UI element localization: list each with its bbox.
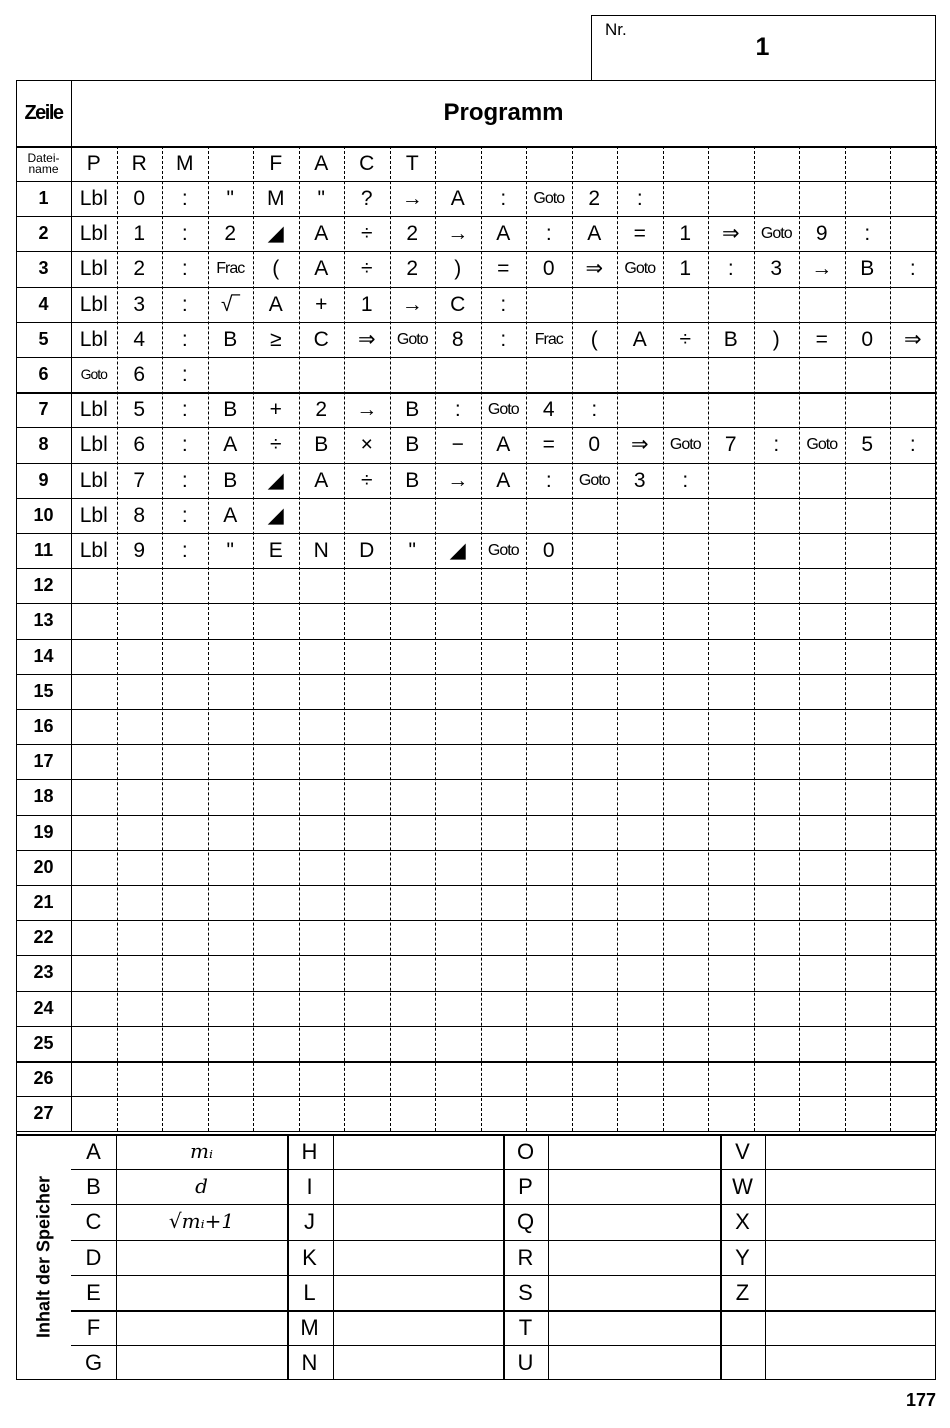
row-number: 22 [33, 927, 54, 948]
program-token: = [633, 222, 646, 246]
program-token: A [587, 222, 602, 246]
program-token: → [356, 398, 378, 422]
memory-letter: U [517, 1350, 534, 1376]
memory-letter: R [517, 1244, 534, 1270]
grid-line [799, 146, 800, 1131]
program-token: − [451, 433, 464, 457]
zeile-header: Zeile [24, 102, 63, 124]
program-token: A [450, 187, 465, 210]
row-number: 20 [33, 856, 54, 877]
grid-line [16, 1061, 936, 1063]
grid-line [572, 146, 573, 1131]
memory-letter: B [86, 1174, 101, 1200]
program-token: " [226, 187, 234, 210]
row-number: 19 [33, 821, 54, 842]
program-token: ÷ [269, 433, 282, 457]
program-token: 5 [861, 433, 874, 457]
grid-line [663, 146, 664, 1131]
grid-line [16, 568, 936, 569]
filename-char: M [176, 152, 194, 175]
program-token: : [181, 327, 188, 351]
grid-line [890, 146, 891, 1131]
memory-value: mᵢ [190, 1139, 213, 1163]
program-token: ) [772, 327, 780, 351]
grid-line [16, 955, 936, 956]
grid-line [936, 146, 937, 1131]
program-token: Lbl [79, 539, 108, 562]
program-token: : [636, 187, 643, 210]
program-token: → [447, 468, 469, 492]
program-token: A [314, 222, 329, 246]
memory-letter: H [301, 1139, 318, 1164]
program-token: Goto [80, 366, 107, 382]
memory-letter: P [518, 1174, 533, 1200]
program-token: ◢ [267, 468, 284, 492]
grid-line [16, 1096, 936, 1097]
nr-value: 1 [755, 33, 770, 61]
program-token: ÷ [360, 468, 373, 492]
program-token: 8 [451, 327, 464, 351]
program-token: : [909, 257, 916, 281]
memory-letter: G [84, 1350, 103, 1376]
row-number: 2 [38, 223, 49, 244]
program-token: A [268, 292, 283, 316]
program-token: C [313, 327, 329, 351]
program-token: 4 [133, 327, 146, 351]
program-token: √‾ [220, 292, 240, 316]
memory-letter: C [85, 1209, 102, 1235]
program-token: 7 [133, 468, 146, 492]
program-token: : [682, 468, 689, 492]
program-token: ◢ [267, 503, 284, 527]
program-token: Lbl [79, 327, 108, 351]
program-token: A [314, 468, 329, 492]
program-token: 4 [542, 398, 555, 422]
program-token: Lbl [79, 187, 108, 210]
program-token: B [223, 327, 238, 351]
program-token: ≥ [269, 327, 282, 351]
memory-grid-line [548, 1134, 549, 1380]
program-token: 3 [633, 468, 646, 492]
program-token: Goto [487, 401, 519, 419]
program-token: A [496, 468, 511, 492]
program-token: 0 [542, 257, 555, 281]
program-token: B [405, 433, 420, 457]
row-number: 14 [33, 645, 54, 666]
row-number: 21 [33, 892, 54, 912]
row-number: 10 [33, 504, 54, 525]
memory-letter: D [85, 1244, 102, 1270]
page-number: 177 [905, 1390, 936, 1410]
program-token: Goto [669, 436, 701, 454]
grid-line [526, 146, 527, 1131]
row-number: 24 [33, 997, 54, 1018]
program-token: Lbl [79, 292, 108, 316]
program-token: ⇒ [903, 327, 922, 351]
program-token: → [811, 257, 833, 281]
program-token: Goto [487, 542, 519, 559]
program-token: → [401, 292, 423, 316]
memory-letter: K [302, 1244, 317, 1270]
program-token: A [223, 503, 238, 527]
program-token: A [496, 222, 511, 246]
program-token: 2 [315, 398, 328, 422]
filename-char: R [131, 152, 147, 175]
program-token: : [181, 398, 188, 422]
row-number: 17 [33, 751, 54, 772]
program-token: : [545, 468, 552, 492]
row-number: 8 [38, 434, 49, 455]
program-token: C [450, 292, 466, 316]
memory-letter: S [518, 1279, 533, 1305]
row-number: 23 [33, 962, 54, 983]
row-number: 16 [33, 716, 54, 736]
program-token: Lbl [79, 398, 108, 422]
program-token: B [860, 257, 875, 281]
memory-letter: Y [735, 1244, 750, 1270]
program-token: Goto [578, 471, 610, 489]
program-token: " [408, 539, 416, 562]
program-token: 3 [770, 257, 783, 281]
program-token: 2 [406, 222, 419, 246]
program-token: Goto [396, 330, 428, 348]
program-token: ÷ [360, 222, 373, 246]
row-number: 4 [38, 293, 49, 314]
program-token: A [314, 257, 329, 281]
filename-char: A [314, 152, 329, 175]
memory-grid-line [333, 1134, 334, 1380]
grid-line [16, 1026, 936, 1027]
program-token: : [181, 539, 188, 562]
program-token: : [181, 292, 188, 316]
program-token: Goto [760, 225, 792, 243]
memory-letter: X [735, 1209, 750, 1235]
filename-char [208, 146, 254, 181]
grid-line [16, 885, 936, 886]
row-number: 26 [33, 1068, 54, 1088]
program-token: : [545, 222, 552, 246]
row-number: 13 [33, 610, 54, 631]
program-token: Lbl [79, 257, 108, 281]
program-token: : [181, 503, 188, 527]
program-token: : [181, 222, 188, 246]
grid-line [16, 850, 936, 851]
memory-letter: T [518, 1315, 533, 1340]
dateiname-text: Datei- name [27, 150, 60, 176]
grid-line [708, 146, 709, 1131]
program-token: : [181, 433, 188, 457]
program-token: 2 [224, 222, 237, 246]
program-token: 6 [133, 363, 146, 386]
program-token: = [497, 257, 510, 281]
memory-letter: Z [735, 1279, 750, 1305]
program-token: 1 [679, 257, 692, 281]
programm-header: Programm [443, 99, 564, 126]
row-number: 12 [33, 575, 54, 596]
program-token: Frac [216, 260, 245, 278]
program-token: Lbl [79, 433, 108, 457]
row-number: 7 [38, 399, 49, 420]
program-token: 2 [588, 187, 601, 210]
program-token: Goto [624, 260, 656, 278]
program-token: : [181, 257, 188, 281]
program-token: = [542, 433, 555, 457]
program-token: A [496, 433, 511, 457]
program-token: → [401, 187, 423, 210]
program-token: ) [454, 257, 462, 281]
program-token: B [405, 468, 420, 492]
filename-char: P [86, 152, 101, 175]
program-token: ( [272, 257, 280, 281]
program-token: 0 [861, 327, 874, 351]
memory-value: d [195, 1174, 208, 1199]
program-token: M [267, 187, 285, 210]
grid-line [16, 674, 936, 675]
program-token: : [500, 292, 507, 316]
program-token: 0 [542, 539, 555, 562]
program-token: 1 [360, 292, 373, 316]
program-token: : [500, 327, 507, 351]
grid-line [16, 920, 936, 921]
filename-char: C [359, 152, 375, 175]
program-token: B [405, 398, 420, 422]
program-token: 2 [406, 257, 419, 281]
program-token: ⇒ [721, 222, 740, 246]
program-token: 1 [133, 222, 146, 246]
memory-letter: N [301, 1350, 318, 1376]
nr-label: Nr. [605, 20, 627, 39]
memory-letter [720, 1345, 765, 1380]
memory-letter: F [86, 1315, 101, 1340]
row-number: 1 [38, 188, 49, 208]
row-number: 9 [38, 469, 49, 490]
memory-letter: L [303, 1279, 316, 1305]
program-token: 1 [679, 222, 692, 246]
program-token: ⇒ [630, 433, 649, 457]
program-token: × [360, 433, 373, 457]
grid-line [16, 991, 936, 992]
speicher-label [16, 1134, 71, 1380]
program-token: B [314, 433, 329, 457]
row-number: 15 [33, 680, 54, 701]
speicher-label-text: Inhalt der Speicher [33, 1175, 53, 1339]
program-token: Lbl [79, 222, 108, 246]
program-token: = [815, 327, 828, 351]
program-token: 8 [133, 503, 146, 527]
program-token: A [223, 433, 238, 457]
program-token: ◢ [267, 222, 284, 246]
memory-letter: V [735, 1139, 750, 1164]
memory-value: √mᵢ+1 [168, 1209, 235, 1234]
program-token: " [317, 187, 325, 210]
program-token: " [226, 539, 234, 562]
program-token: N [313, 539, 329, 562]
program-token: : [181, 363, 188, 386]
memory-letter: W [732, 1174, 753, 1200]
grid-line [16, 1131, 936, 1132]
grid-line [16, 744, 936, 745]
program-token: → [447, 222, 469, 246]
dateiname-label [16, 146, 71, 181]
memory-letter: O [516, 1139, 535, 1164]
grid-line [845, 146, 846, 1131]
row-number: 5 [38, 328, 49, 349]
program-token: D [359, 539, 375, 562]
memory-letter: A [86, 1139, 101, 1164]
program-token: Lbl [79, 503, 108, 527]
program-token: : [773, 433, 780, 457]
program-token: ÷ [679, 327, 692, 351]
program-token: + [269, 398, 282, 422]
program-token: ⇒ [585, 257, 604, 281]
grid-line [16, 779, 936, 780]
program-token: A [632, 327, 647, 351]
program-token: : [500, 187, 507, 210]
program-token: B [723, 327, 738, 351]
program-token: : [181, 468, 188, 492]
memory-letter: I [306, 1174, 313, 1200]
program-token: 9 [815, 222, 828, 246]
memory-letter: E [86, 1279, 101, 1305]
program-token: Goto [533, 190, 565, 207]
grid-line [754, 146, 755, 1131]
program-token: : [727, 257, 734, 281]
program-token: Frac [534, 330, 563, 348]
filename-char: F [269, 152, 283, 175]
program-token: : [181, 187, 188, 210]
memory-letter: Q [516, 1209, 535, 1235]
program-token: B [223, 398, 238, 422]
program-token: ÷ [360, 257, 373, 281]
program-token: 3 [133, 292, 146, 316]
filename-char: T [405, 152, 419, 175]
program-token: : [864, 222, 871, 246]
row-number: 25 [33, 1032, 54, 1053]
grid-line [617, 146, 618, 1131]
program-token: Goto [806, 436, 838, 454]
program-token: ? [360, 187, 373, 210]
program-token: : [909, 433, 916, 457]
program-token: : [454, 398, 461, 422]
program-token: 5 [133, 398, 146, 422]
program-token: Lbl [79, 468, 108, 492]
program-token: 0 [133, 187, 146, 210]
program-token: 9 [133, 539, 146, 562]
program-token: ⇒ [357, 327, 376, 351]
grid-line [16, 709, 936, 710]
row-number: 27 [33, 1103, 54, 1124]
program-token: 0 [588, 433, 601, 457]
program-token: 7 [724, 433, 737, 457]
program-token: 2 [133, 257, 146, 281]
program-token: ◢ [449, 539, 466, 562]
program-token: ( [590, 327, 598, 351]
row-number: 18 [33, 786, 54, 807]
program-token: : [591, 398, 598, 422]
memory-letter [720, 1310, 765, 1345]
program-token: B [223, 468, 238, 492]
memory-letter: J [304, 1209, 315, 1235]
memory-grid-line [765, 1134, 766, 1380]
program-token: E [268, 539, 283, 562]
row-number: 11 [33, 540, 54, 560]
row-number: 3 [38, 258, 49, 279]
grid-line [16, 815, 936, 816]
program-token: 6 [133, 433, 146, 457]
program-token: + [315, 292, 328, 316]
grid-line [16, 639, 936, 640]
grid-line [16, 603, 936, 604]
row-number: 6 [38, 364, 49, 384]
memory-letter: M [300, 1315, 319, 1340]
